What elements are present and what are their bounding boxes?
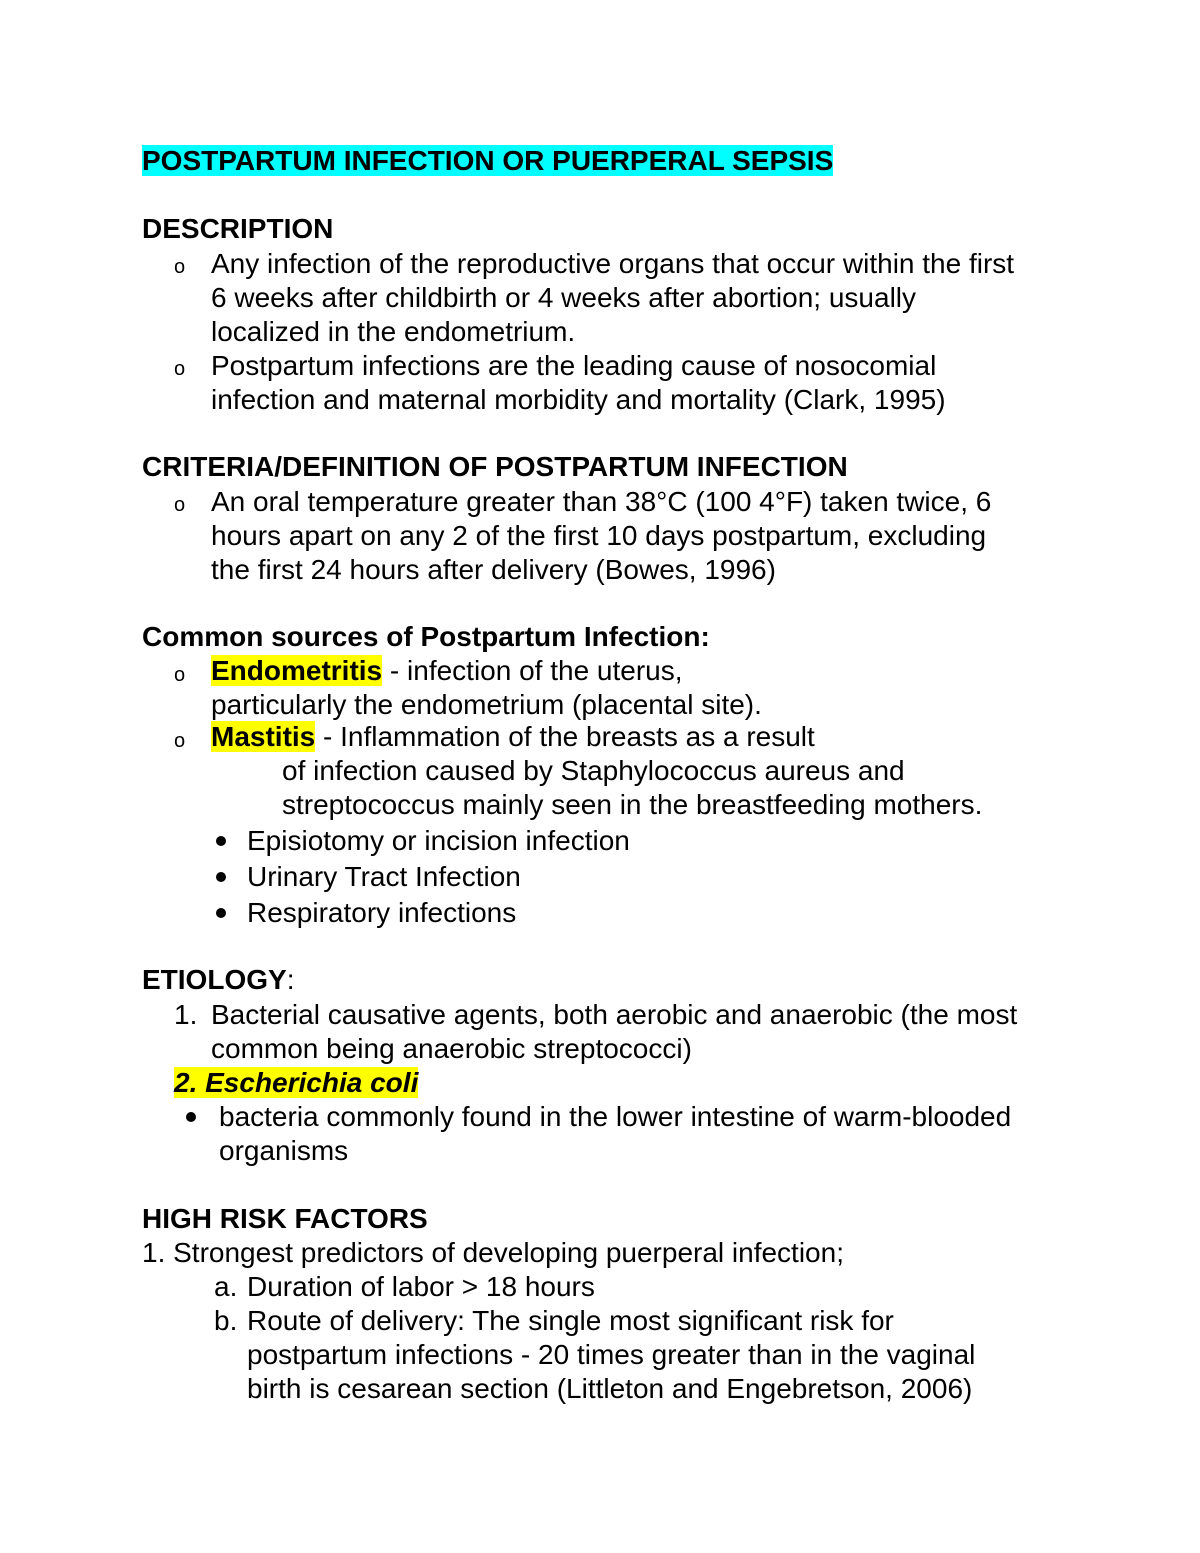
document-title	[142, 144, 833, 178]
etiology-item1-number: 1.	[174, 999, 198, 1030]
risk-b-line1: Route of delivery: The single most significant risk for	[247, 1305, 894, 1336]
etiology-item2	[174, 1066, 418, 1100]
list-marker: o	[174, 664, 186, 686]
mastitis-line1	[211, 720, 815, 754]
mastitis-line2: of infection caused by Staphylococcus aureus and	[282, 755, 905, 786]
risk-heading: HIGH RISK FACTORS	[142, 1203, 428, 1234]
list-marker: o	[174, 358, 186, 380]
list-marker: o	[174, 494, 186, 516]
list-marker: o	[174, 256, 186, 278]
description-item1-line2: 6 weeks after childbirth or 4 weeks after abortion; usually	[211, 282, 917, 313]
mastitis-term: Mastitis	[211, 721, 316, 752]
source-bullet-1: Episiotomy or incision infection	[247, 825, 630, 856]
source-bullet-2: Urinary Tract Infection	[247, 861, 521, 892]
title-highlight: POSTPARTUM INFECTION OR PUERPERAL SEPSIS	[142, 145, 834, 176]
etiology-item1-line2: common being anaerobic streptococci)	[211, 1033, 692, 1064]
description-item1-line3: localized in the endometrium.	[211, 316, 576, 347]
etiology-bullet-line1: bacteria commonly found in the lower intestine of warm-blooded	[219, 1101, 1012, 1132]
description-heading: DESCRIPTION	[142, 213, 334, 244]
description-item2-line1: Postpartum infections are the leading cause of nosocomial	[211, 350, 937, 381]
risk-b-line3: birth is cesarean section (Littleton and Engebretson, 2006)	[247, 1373, 973, 1404]
etiology-heading-text: ETIOLOGY	[142, 964, 287, 995]
criteria-item1-line1: An oral temperature greater than 38°C (100 4°F) taken twice, 6	[211, 486, 992, 517]
criteria-item1-line3: the first 24 hours after delivery (Bowes, 1996)	[211, 554, 776, 585]
endometritis-line2: particularly the endometrium (placental site).	[211, 689, 762, 720]
sources-heading: Common sources of Postpartum Infection:	[142, 621, 710, 652]
description-item1-line1: Any infection of the reproductive organs that occur within the first	[211, 248, 1015, 279]
endometritis-desc: - infection of the uterus,	[382, 655, 683, 686]
mastitis-line3: streptococcus mainly seen in the breastfeeding mothers.	[282, 789, 983, 820]
criteria-item1-line2: hours apart on any 2 of the first 10 days postpartum, excluding	[211, 520, 987, 551]
source-bullet-3: Respiratory infections	[247, 897, 517, 928]
risk-b-label: b.	[214, 1305, 238, 1336]
criteria-heading: CRITERIA/DEFINITION OF POSTPARTUM INFECTION	[142, 451, 848, 482]
risk-b-line2: postpartum infections - 20 times greater than in the vaginal	[247, 1339, 976, 1370]
escherichia-coli-highlight: 2. Escherichia coli	[174, 1067, 419, 1098]
mastitis-desc: - Inflammation of the breasts as a result	[315, 721, 815, 752]
risk-a-label: a.	[214, 1271, 238, 1302]
bullet-dot	[216, 908, 226, 918]
etiology-heading	[142, 963, 294, 997]
etiology-bullet-line2: organisms	[219, 1135, 349, 1166]
risk-a-text: Duration of labor > 18 hours	[247, 1271, 595, 1302]
bullet-dot	[216, 836, 226, 846]
etiology-item1-line1: Bacterial causative agents, both aerobic and anaerobic (the most	[211, 999, 1018, 1030]
bullet-dot	[186, 1112, 196, 1122]
risk-item1: 1. Strongest predictors of developing puerperal infection;	[142, 1237, 844, 1268]
etiology-colon: :	[286, 964, 295, 995]
list-marker: o	[174, 730, 186, 752]
description-item2-line2: infection and maternal morbidity and mortality (Clark, 1995)	[211, 384, 946, 415]
endometritis-line1	[211, 654, 683, 688]
bullet-dot	[216, 872, 226, 882]
endometritis-term: Endometritis	[211, 655, 383, 686]
